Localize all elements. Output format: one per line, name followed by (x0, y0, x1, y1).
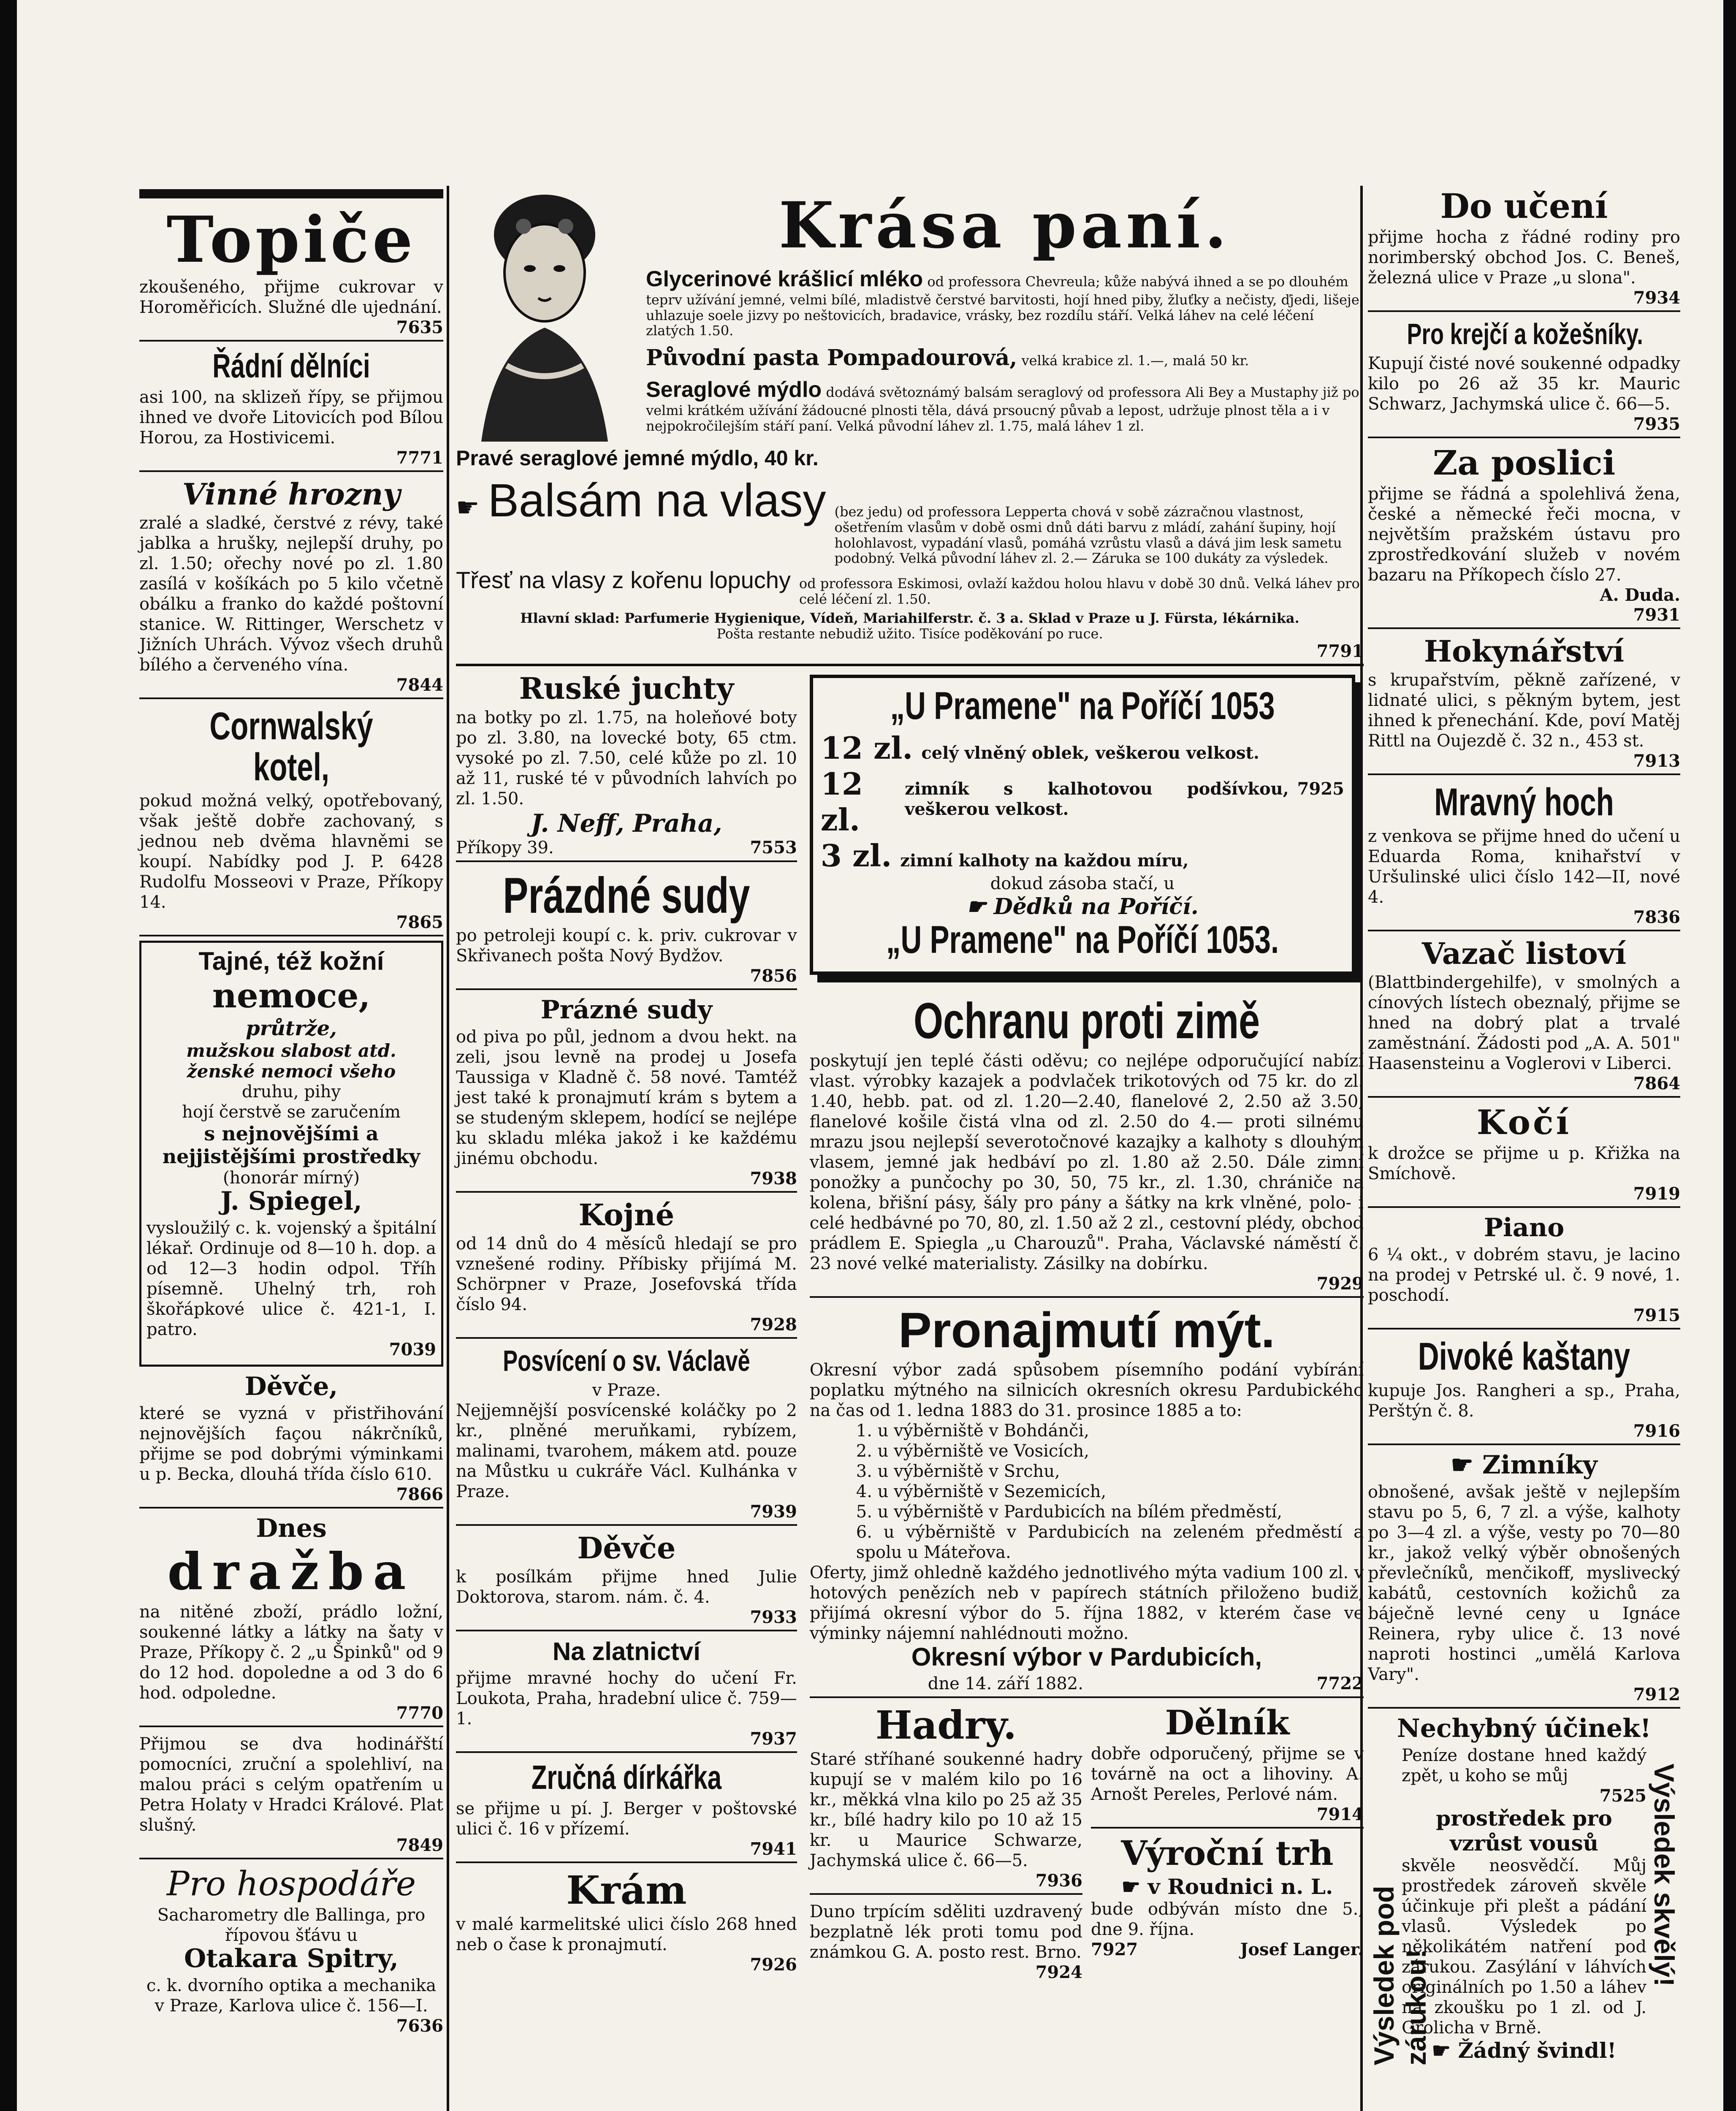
ad-number: 7844 (396, 675, 443, 695)
ad-title: Vazač listoví (1421, 936, 1627, 971)
ad-body: zralé a sladké, čerstvé z révy, také jablka a hrušky, nejlepší druhy, po zl. 1.50; ořechy nové po zl. 1.80 zasílá v košíkách po 5 kilo včetně obálku a franko do každé poštovní stanice. W. Rittinger, Werschetz v Jižních Uhrách. Vývoz všech druhů bílého a červeného vína. (139, 513, 443, 675)
ad-body: vysloužilý c. k. vojenský a špitální lékař. Ordinuje od 8—10 h. dop. a od 12—3 hodin odpol. Tříh písemně. Uhelný trh, roh škořápkové ulice č. 421-1, I. patro. (146, 1218, 436, 1340)
ad-name: J. Spiegel, (220, 1186, 362, 1216)
ad-prazdne-sudy (456, 866, 797, 990)
ad-number: 7866 (396, 1484, 443, 1505)
ad-radni-delnici (139, 346, 443, 472)
ad-za-poslici (1368, 442, 1680, 629)
ad-name: Otakara Spitry, (184, 1944, 399, 1974)
ad-item: 4. u výběrniště v Sezemicích, (856, 1482, 1107, 1502)
top-rule (139, 189, 443, 198)
ad-body: na botky po zl. 1.75, na holeňové boty po zl. 3.80, na lovecké boty, 65 ctm. vysoké po zl. 7.50, celé kůže po zl. 10 až 11, ruské té v původních lahvích po zl. 1.50. (456, 708, 797, 809)
ad-number: 7938 (750, 1168, 797, 1188)
ad-kram (456, 1867, 797, 1977)
scan-left-border (0, 0, 17, 2111)
ad-koci (1368, 1102, 1680, 1208)
ad-title: Piano (1484, 1213, 1565, 1243)
ad-body: s krupařstvím, pěkně zařízené, v lidnaté ulici, s pěkným bytem, jest ihned k přenechání. Kde, poví Matěj Rittl na Oujezdě č. 32 n., 453 st. (1368, 670, 1680, 751)
ad-prazne-sudy (456, 994, 797, 1193)
ad-zlatnictvi (456, 1636, 797, 1753)
ad-balsam-title: Balsám na vlasy (488, 475, 826, 526)
ad-body: které se vyzná v přistřihování nejnovějších façou nákrčníků, přijme se pod dobrými výminkami u p. Becka, dlouhá třída číslo 610. (139, 1404, 443, 1484)
ad-item: 1. u výběrniště v Bohdánči, (856, 1421, 1089, 1441)
pointing-hand-icon: ☛ (1451, 1450, 1482, 1480)
ad-line-text: velká krabice zl. 1.—, malá 50 kr. (1021, 353, 1249, 369)
ad-hadry (810, 1702, 1082, 1895)
ad-title: Tajné, též kožní (198, 947, 384, 976)
ad-sklad: Hlavní sklad: Parfumerie Hygienique, Vídeň, Mariahilferstr. č. 3 a. Sklad v Praze u J. Fürsta, lékárnika. (520, 610, 1299, 626)
price-3: 3 zl. (820, 837, 892, 874)
ad-end: Žádný švindl! (1458, 2038, 1617, 2063)
ad-line-text: dodává světoznámý balsám seraglový od professora Ali Bey a Mustaphy již po velmi krátkém užívání žádoucné plnosti těla, dává prsoucný půvab a lepost, udržuje plnost těla a i v nejpokročilejším stáří paní. Velká původní láhev zl. 1.75, malá láhev 1 zl. (646, 384, 1359, 434)
ad-mravny-hoch (1368, 779, 1680, 931)
ad-title: Zručná dírkářka (531, 1758, 722, 1796)
ad-body: zkoušeného, přijme cukrovar v Horoměřicích. Služné dle ujednání. (139, 277, 443, 317)
ad-number: 7927 (1090, 1940, 1138, 1960)
ad-address: Příkopy 39. (456, 838, 554, 857)
ad-title: Na zlatnictví (552, 1637, 700, 1666)
ad-body: obnošené, avšak ještě v nejlepším stavu po 5, 6, 7 zl. a výše, kalhoty po 3—4 zl. a výše, vesty po 70—80 kr., jakož velký výběr obnošených převlečníků, menčikoff, myslivecký kabátů, cestovních kožichů za báječně levné ceny u Ignáce Reinera, ryby ulice č. 13 nové naproti hostinci „umělá Karlova Vary". (1368, 1482, 1680, 1684)
ad-number: 7936 (1035, 1871, 1082, 1891)
ad-body: přijme hocha z řádné rodiny pro norimberský obchod Jos. C. Beneš, železná ulice v Praze „u slona". (1368, 228, 1680, 288)
ad-title: Prázné sudy (540, 995, 713, 1025)
ad-body: bude odbýván místo dne 5., dne 9. října. (1090, 1899, 1364, 1940)
ad-title: Děvče, (244, 1372, 338, 1402)
lady-portrait-image (456, 188, 633, 442)
ad-title-2: dražba (167, 1542, 415, 1602)
ad-item: 5. u výběrniště v Pardubicích na bílém předměstí, (856, 1502, 1283, 1522)
ad-number: 7864 (1633, 1074, 1680, 1094)
ad-tajne-nemoce (139, 941, 443, 1367)
ad-cornwalsky-kotel (139, 703, 443, 936)
ad-number: 7925 (1297, 779, 1344, 799)
ad-title: Hadry. (875, 1702, 1017, 1748)
ad-hokynarstvi (1368, 633, 1680, 776)
ad-line: průtrže, (246, 1017, 337, 1041)
ad-title: Výroční trh (1121, 1833, 1334, 1873)
ad-title: Kojné (578, 1197, 675, 1232)
ad-number: 7856 (750, 966, 797, 986)
ad-body: Sacharometry dle Ballinga, pro řípovou šťávu u (157, 1905, 426, 1945)
ad-line: (honorár mírný) (223, 1168, 360, 1188)
ad-body: kupuje Jos. Rangheri a sp., Praha, Perštýn č. 8. (1368, 1381, 1680, 1421)
ad-ochranu-proti-zime (810, 992, 1364, 1298)
ad-number: 7039 (389, 1340, 436, 1360)
ad-line-head: Glycerinové krášlicí mléko (646, 267, 923, 291)
ad-body: z venkova se přijme hned do učení u Eduarda Roma, knihařství v Uršulinské ulici číslo 142—II, nové 4. (1368, 826, 1680, 907)
side-text-left: Výsledek pod zárukou! (1368, 1886, 1432, 2065)
ad-body: pokud možná velký, opotřebovaný, však ještě dobře zachovaný, s jednou neb dvěma hlavněmi se koupí. Nabídky pod J. P. 6428 Rudolfu Mosseovi v Praze, Příkopy 14. (139, 791, 443, 912)
ad-number: 7914 (1316, 1804, 1364, 1825)
pointing-hand-icon: ☛ (1432, 2038, 1458, 2063)
pointing-hand-icon: ☛ (1121, 1874, 1148, 1899)
ad-number: 7722 (1316, 1674, 1364, 1694)
ad-kojne (456, 1197, 797, 1339)
price-2: 12 zl. (820, 765, 863, 838)
ad-number: 7525 (1599, 1785, 1646, 1806)
ad-body: poskytují jen teplé části oděvu; co nejlépe odporučující nabízí vlast. výrobky kazajek a podvlaček trikotových od 75 kr. do zl. 1.40, hebb. pat. od zl. 1.20—2.40, flanelové 2, 2.50 až 3.50, flanelové košile čistá vlna od zl. 2.50 do 4.— proti silnému mrazu jsou nejlepší severotočnové kazajky a kalhoty s dlouhým vlasem, jemné jak hedbáví po zl. 1.80 až 2.50. Dále zimní ponožky a punčochy po 30, 50, 75 kr., zl. 1.30, chrániče na kolena, břišní pásy, šály pro pány a šátky na krk vlněné, polo- i celé hedbávné po 70, 80, zl. 1.50 až 2 zl., cestovní plédy, obchod prádlem E. Spiegla „u Charouzů". Praha, Václavské náměstí č. 23 nové velké materialisty. Zásilky na dobírku. (809, 1051, 1364, 1273)
ad-trest-title: Třesť na vlasy z kořenu lopuchy (456, 567, 791, 594)
ad-title: Řádní dělníci (212, 347, 370, 385)
ad-posta: Pošta restante nebudiž užito. Tisíce poděkování po ruce. (716, 625, 1103, 642)
column-middle-left (456, 670, 797, 1989)
ad-signature: Okresní výbor v Pardubicích, (911, 1643, 1262, 1671)
ad-devce-2 (456, 1530, 797, 1632)
ad-body: 6 ¼ okt., v dobrém stavu, je lacino na prodej v Petrské ul. č. 9 nové, 1. poschodí. (1368, 1245, 1680, 1305)
ad-item: 3. u výběrniště v Srchu, (856, 1462, 1060, 1481)
ad-body: Kupují čisté nové soukenné odpadky kilo po 26 až 35 kr. Mauric Schwarz, Jachymská ulice č. 66—5. (1368, 353, 1680, 414)
ad-title: Topiče (166, 203, 416, 277)
ad-number: 7865 (396, 912, 443, 933)
ad-title: Dnes (256, 1514, 327, 1544)
ad-vinne-hrozny (139, 476, 443, 700)
ad-number: 7915 (1633, 1305, 1680, 1326)
column-middle (456, 186, 1364, 1989)
ad-vazac-listovi (1368, 936, 1680, 1098)
ad-title: Posvícení o sv. Václavě (503, 1344, 750, 1378)
ad-title: Krása paní. (778, 188, 1231, 263)
ad-line: Pravé seraglové jemné mýdlo, 40 kr. (456, 446, 819, 470)
ad-body: Nejjemnější posvícenské koláčky po 2 kr., plněné meruňkami, rybízem, malinami, tvarohem, mákem atd. pouze na Můstku u cukráře Václ. Kulhánka v Praze. (456, 1400, 797, 1501)
ad-dedku: Dědků na Poříčí. (993, 893, 1199, 920)
ad-body: od piva po půl, jednom a dvou hekt. na zeli, jsou levně na prodej u Josefa Taussiga v Kladně č. 58 nové. Tamtéž jest také k pronajmutí krám s bytem a se studeným sklepem, hodící se nejlépe ku skladu mléka jakož i ke každému jinému obchodu. (456, 1027, 797, 1168)
ad-number: 7941 (750, 1839, 797, 1859)
ad-delnik (1091, 1702, 1364, 1829)
pointing-hand-icon: ☛ (456, 492, 480, 523)
ad-highlight: prostředek pro vzrůst vousů (1436, 1805, 1612, 1856)
ad-title: Ochranu proti zimě (913, 992, 1260, 1049)
ad-title: Pronajmutí mýt. (898, 1302, 1275, 1358)
ad-number: 7934 (1633, 288, 1680, 308)
ad-body: po petroleji koupí c. k. priv. cukrovar v Skřivanech pošta Nový Bydžov. (456, 925, 797, 966)
ad-number: 7939 (750, 1501, 797, 1522)
ad-u-pramene (810, 675, 1355, 974)
ad-body: asi 100, na sklizeň řípy, se přijmou ihned ve dvoře Litovicích pod Bílou Horou, za Hostivicemi. (139, 387, 443, 448)
ad-line: Peníze dostane hned každý zpět, u koho se můj (1402, 1745, 1646, 1785)
price-1: 12 zl. (820, 730, 913, 766)
scan-right-border (1723, 0, 1736, 2111)
ad-title: Hokynářství (1424, 633, 1625, 669)
price-2-text: zimník s kalhotovou podšívkou, veškerou velkost. (905, 779, 1289, 819)
ad-body: od 14 dnů do 4 měsíců hledají se pro vznešené rodiny. Příbisky přijímá M. Schörpner v Praze, Josefovská třída číslo 94. (456, 1234, 797, 1315)
ad-body: přijme se řádná a spolehlivá žena, české a německé řeči mocna, v největším pražském ústavu pro zprostředkování služeb v novém bazaru na Příkopech číslo 27. (1368, 484, 1680, 585)
ad-body: Duno trpícím sděliti uzdravený bezplatně lék proti tomu pod známkou G. A. posto rest. Brno. (809, 1902, 1082, 1962)
pointing-hand-icon: ☛ (966, 893, 994, 920)
ad-title: Nechybný účinek! (1397, 1713, 1652, 1743)
ad-title: Prázdné sudy (503, 867, 750, 924)
ad-drazba (139, 1513, 443, 1727)
ad-intro: Okresní výbor zadá spůsobem písemního podání vybírání poplatku mýtného na silnicích okresních okresu Pardubického na čas od 1. ledna 1883 do 31. prosince 1885 a to: (809, 1360, 1364, 1421)
ad-number: 7928 (750, 1315, 797, 1335)
ad-title: Pro hospodáře (166, 1864, 416, 1904)
ad-devce (139, 1371, 443, 1509)
ad-item: 6. u výběrniště v Pardubicích na zeleném předměstí a spolu u Máteřova. (856, 1522, 1364, 1563)
ad-line-text: od professora Chevreula; kůže nabývá ihned a se po dlouhém teprv užívání jemné, velmi bílé, mladistvě čerstvé barvitosti, hojí hned piby, žluťky a nečisty, ďjedi, lišeje, uhlazuje soele jizvy po neštovicích, bradavice, vrásky, bez rozdílu stáří. Velká láhev na celé léčení zlatých 1.50. (646, 274, 1364, 339)
ad-line: s nejnovějšími a nejjistějšími prostředky (162, 1122, 420, 1168)
column-right (1368, 186, 1680, 2070)
price-3-text: zimní kalhoty na každou míru, (900, 850, 1189, 871)
ad-body: k posílkám přijme hned Julie Doktorova, starom. nám. č. 4. (456, 1567, 797, 1607)
ad-line-head: Seraglové mýdlo (646, 377, 822, 402)
ad-title: Zimníky (1482, 1450, 1598, 1480)
ad-title-2: nemoce, (212, 976, 371, 1016)
ad-signature: A. Duda. (1600, 585, 1680, 605)
ad-krasa-pani (456, 186, 1364, 666)
ad-line-head: Původní pasta Pompadourová, (646, 345, 1017, 371)
ad-prijmou (139, 1731, 443, 1859)
ad-number: 7791 (1316, 641, 1364, 662)
ad-pro-hospodare (139, 1864, 443, 2038)
ad-piano (1368, 1212, 1680, 1330)
ad-number: 7553 (750, 837, 797, 857)
ad-zrucna-dirkarka (456, 1757, 797, 1863)
ad-line: dokud zásoba stačí, u (990, 874, 1175, 893)
ad-title: Divoké kaštany (1418, 1335, 1630, 1378)
ad-number: 7937 (750, 1729, 797, 1749)
ad-topice (139, 204, 443, 342)
ad-body: skvěle neosvědčí. Můj prostředek zároveň skvěle účinkuje při plešt a pádání vlasů. Výsledek po několikátém natření pod zárukou. Zasýlání v láhvích originálních po 1.50 a láhev na zkoušku po 1 zl. od J. Grolicha v Brně. (1402, 1856, 1646, 2038)
column-middle-right (810, 670, 1364, 1989)
ad-title: „U Pramene" na Poříčí 1053 (890, 684, 1275, 728)
ad-subtitle: v Praze. (592, 1380, 661, 1400)
ad-body: na nitěné zboží, prádlo ložní, soukenné látky a látky na šaty v Praze, Příkopy č. 2 „u Špinků" od 9 do 12 hod. dopoledne a od 3 do 6 hod. odpoledne. (139, 1602, 443, 1703)
price-1-text: celý vlněný oblek, veškerou velkost. (921, 743, 1259, 763)
ad-number: 7933 (750, 1607, 797, 1628)
ad-title: Za poslici (1432, 442, 1616, 483)
ad-body: se přijme u pí. J. Berger v poštovské ulici č. 16 v přízemí. (456, 1799, 797, 1839)
ad-vyrocni-trh (1091, 1833, 1364, 1962)
ad-body: k drožce se přijme u p. Křižka na Smíchově. (1368, 1144, 1680, 1184)
ad-line: mužskou slabost atd. (186, 1040, 396, 1061)
ad-number: 7919 (1633, 1184, 1680, 1204)
ad-number: 7929 (1316, 1273, 1364, 1294)
ad-body: Přijmou se dva hodinářští pomocníci, zruční a spolehliví, na malou práci s celým opatřením u Petra Holaty v Hradci Králové. Plat slušný. (139, 1734, 443, 1835)
ad-signature: J. Neff, Praha, (531, 809, 722, 838)
column-left (139, 186, 443, 2043)
ad-body: (Blattbindergehilfe), v smolných a cínových lístech obeznalý, přijme se hned na dobrý plat a trvalé zaměstnání. Žádosti pod „A. A. 501" Haasensteinu a Voglerovi v Liberci. (1368, 973, 1680, 1074)
ad-body: v malé karmelitské ulici číslo 268 hned neb o čase k pronajmutí. (456, 1914, 797, 1954)
ad-do-uceni (1368, 186, 1680, 312)
ad-date: dne 14. září 1882. (928, 1674, 1083, 1694)
ad-number: 7912 (1633, 1684, 1680, 1704)
ad-place: v Roudnici n. L. (1147, 1874, 1333, 1899)
ad-body: Staré stříhané soukenné hadry kupují se v malém kilo po 16 kr., měkká vlna kilo po 25 až 35 kr., bílé hadry kilo po 10 až 15 kr. u Maurice Schwarze, Jachymská ulice č. 66—5. (809, 1750, 1082, 1871)
ad-zimniky (1368, 1449, 1680, 1709)
ad-title: Kočí (1476, 1102, 1572, 1142)
ad-pronajmuti-myt (810, 1302, 1364, 1699)
ad-trest-text: od professora Eskimosi, ovlaží každou holou hlavu v době 30 dnů. Velká láhev pro celé léčení zl. 1.50. (799, 575, 1360, 607)
ad-number: 7771 (396, 448, 443, 468)
ad-number: 7935 (1633, 414, 1680, 434)
ad-title: Ruské juchty (519, 671, 734, 706)
ad-line: druhu, pihy (241, 1082, 341, 1102)
ad-duno (810, 1899, 1082, 1985)
ad-body: přijme mravné hochy do učení Fr. Loukota, Praha, hradební ulice č. 759—1. (456, 1669, 797, 1729)
ad-title: Vinné hrozny (182, 476, 401, 512)
ad-number: 7636 (396, 2016, 443, 2036)
ad-nechybny-ucinek (1368, 1713, 1680, 2065)
ad-line: ženské nemoci všeho (187, 1061, 396, 1082)
ad-title: Děvče (577, 1530, 676, 1566)
ad-ruske-juchty (456, 670, 797, 862)
ad-number: 7849 (396, 1835, 443, 1856)
ad-number: 7635 (396, 317, 443, 337)
ad-number: 7913 (1633, 751, 1680, 771)
ad-number: 7836 (1633, 907, 1680, 927)
ad-title-2: „U Pramene" na Poříčí 1053. (886, 918, 1279, 961)
ad-body: Oferty, jimž ohledně každého jednotlivého mýta vadium 100 zl. v hotových penězích neb v papírech státních přiloženo budiž, přijímá okresní výbor do 5. října 1882, v kterém čase ve výminky nájemní nahlédnouti možno. (809, 1563, 1364, 1644)
column-rule-1 (447, 186, 449, 2111)
ad-title: Dělník (1165, 1703, 1290, 1743)
ad-number: 7926 (750, 1954, 797, 1975)
ad-line: hojí čerstvě se zaručením (182, 1102, 401, 1122)
ad-posviceni (456, 1343, 797, 1526)
ad-divoke-kastany (1368, 1334, 1680, 1445)
ad-number: 7770 (396, 1703, 443, 1723)
ad-balsam-text: (bez jedu) od professora Lepperta chová v sobě zázračnou vlastnost, ošetřením vlasům v době osmi dnů dáti barvu z mládí, zahání šupiny, hojí holohlavost, vypadání vlasů, pomáhá vzrůstu vlasů a dává jim lesk sametu podobný. Velká původní láhev zl. 2.— Záruka se 100 dukáty za výsledek. (834, 504, 1342, 567)
ad-name: Josef Langer. (1240, 1940, 1364, 1960)
ad-number: 7916 (1633, 1421, 1680, 1441)
ad-title: Do učení (1440, 186, 1608, 226)
ad-number: 7931 (1633, 605, 1680, 625)
ad-item: 2. u výběrniště ve Vosicích, (856, 1441, 1089, 1461)
ad-title: Pro krejčí a kožešníky. (1407, 317, 1643, 350)
ad-body-2: c. k. dvorního optika a mechanika v Praze, Karlova ulice č. 156—I. (146, 1976, 437, 2016)
ad-body: dobře odporučený, přijme se v továrně na oct a lihoviny. A. Arnošt Pereles, Perlové nám. (1090, 1744, 1364, 1804)
ad-pro-krejci (1368, 316, 1680, 438)
side-text-right: Výsledek skvělý! (1649, 1763, 1680, 1987)
ad-title: Krám (566, 1867, 687, 1913)
ad-number: 7924 (1035, 1962, 1082, 1983)
ad-title: Cornwalský kotel, (209, 705, 373, 789)
ad-title: Mravný hoch (1434, 781, 1614, 824)
